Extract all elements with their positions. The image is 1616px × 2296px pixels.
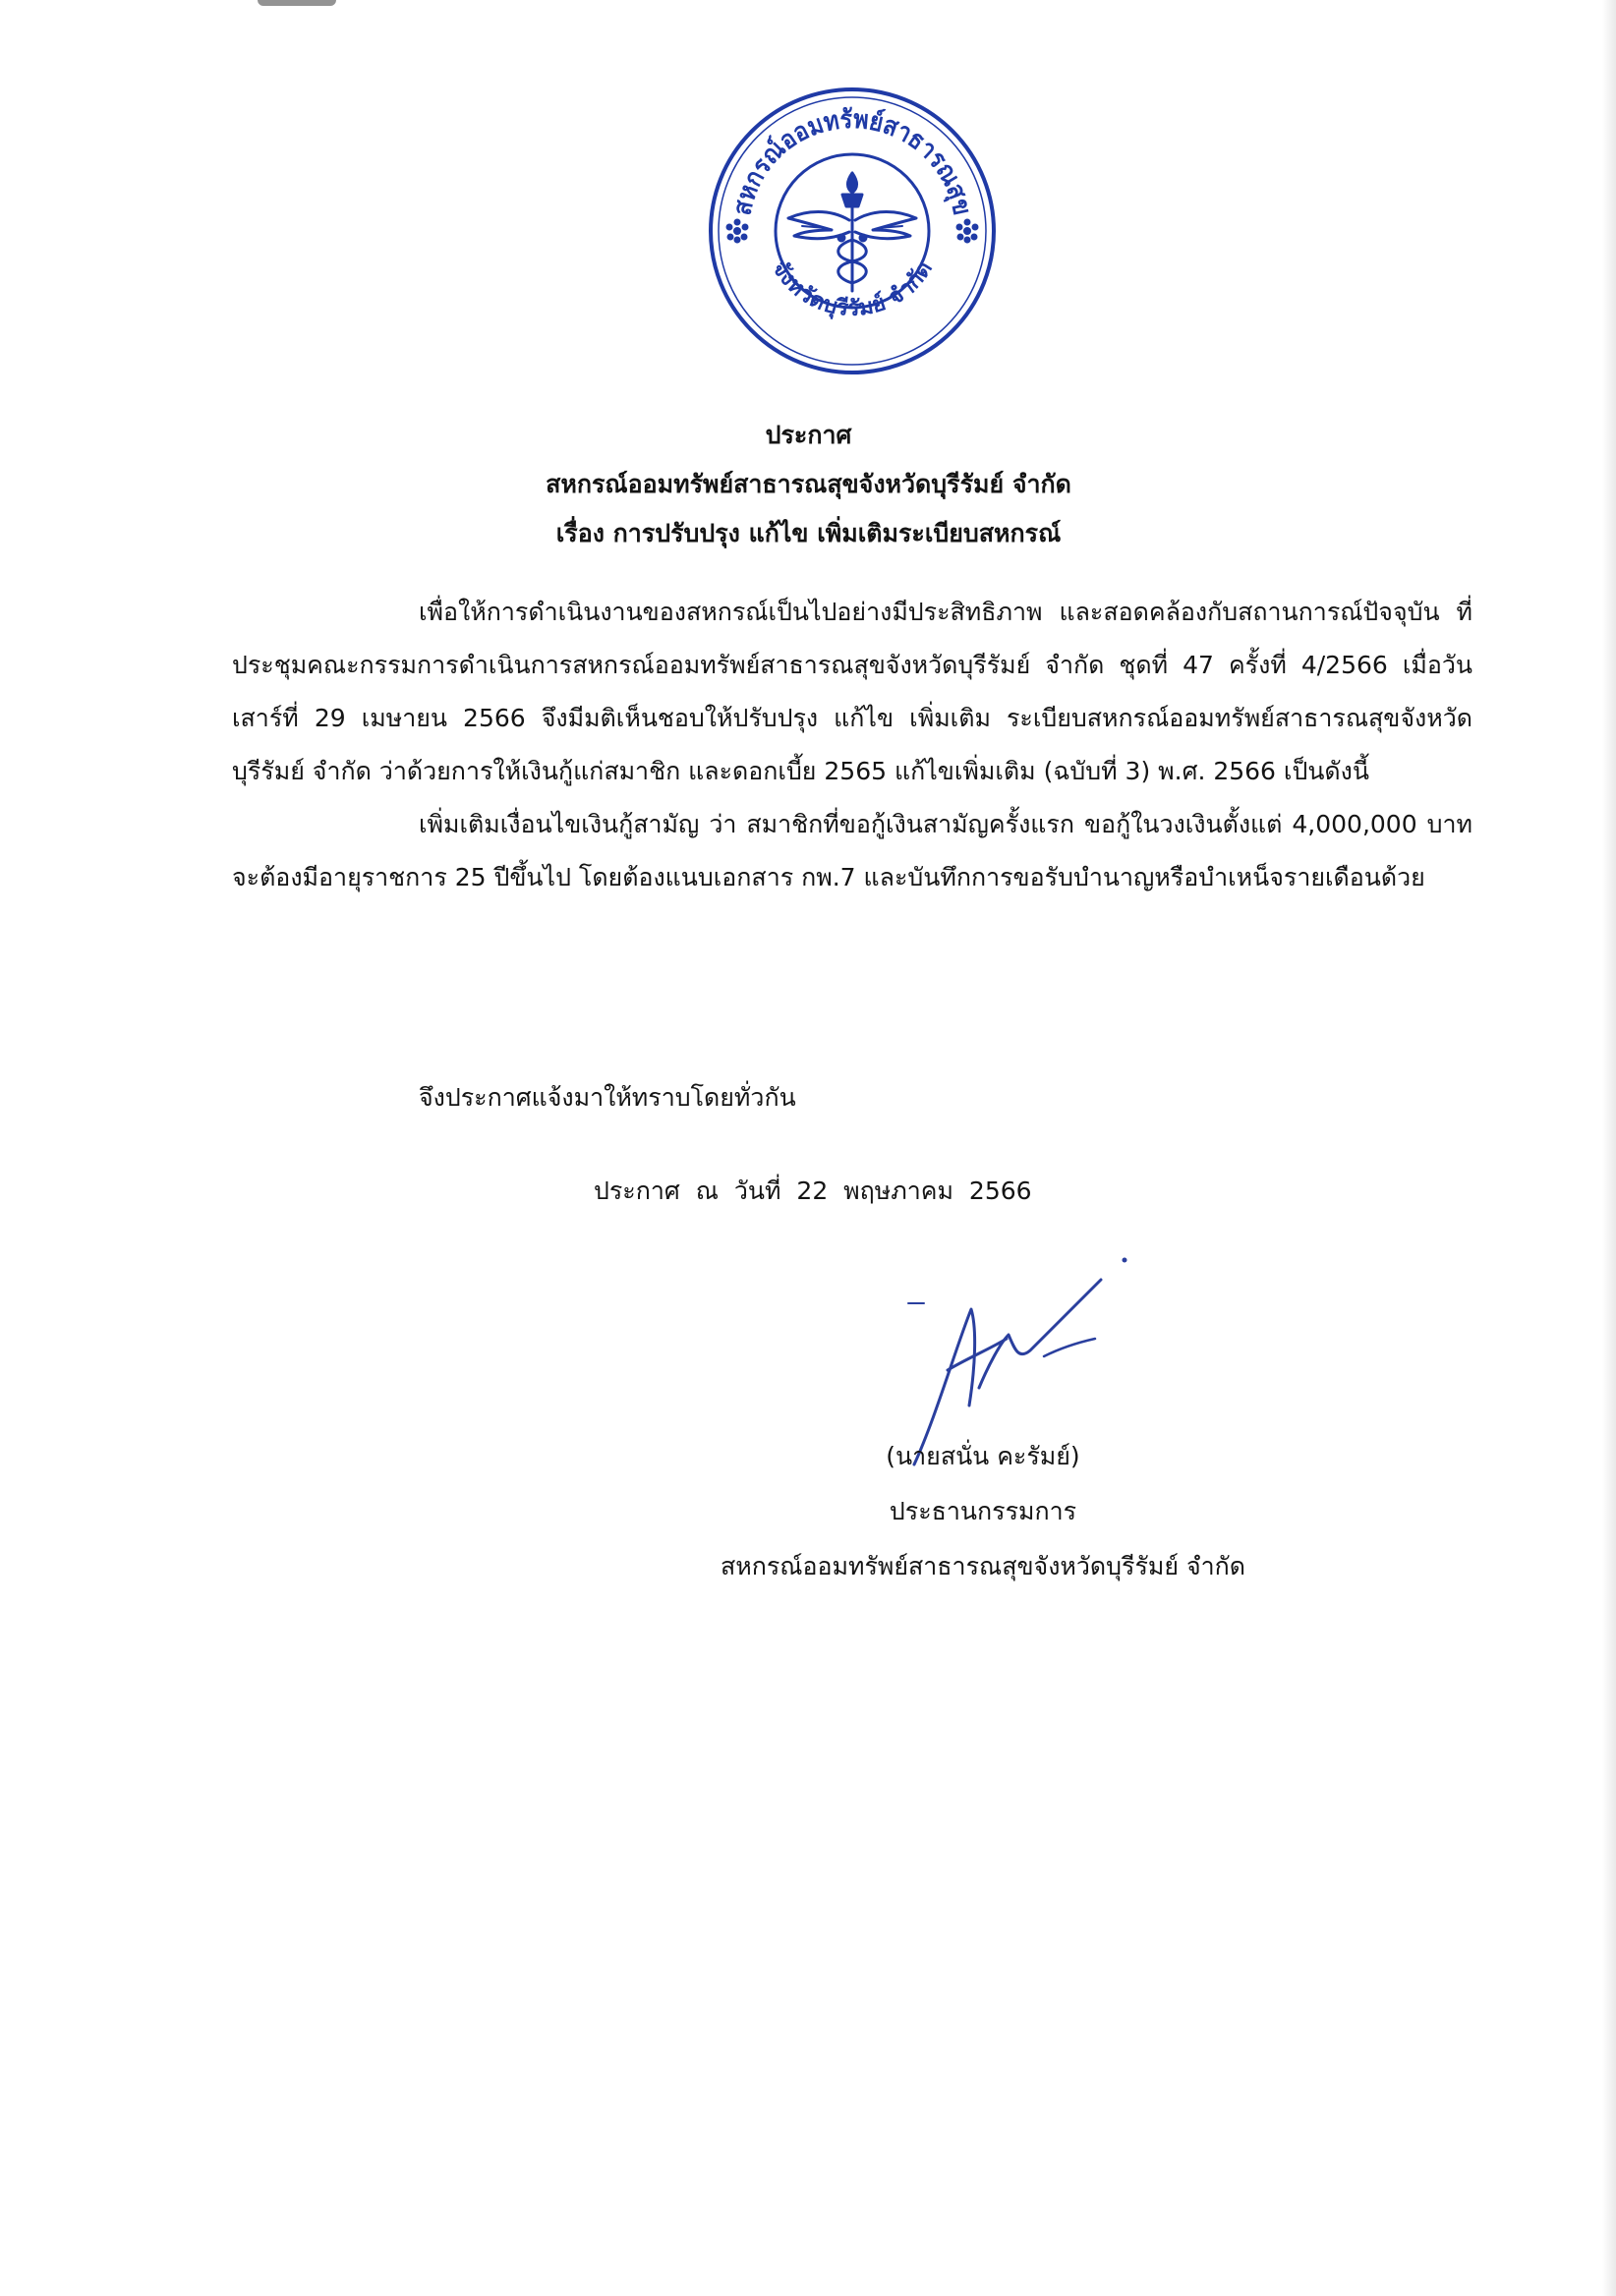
signer-name: (นายสนั่น คะรัมย์) bbox=[886, 1442, 1080, 1470]
signer-organization: สหกรณ์ออมทรัพย์สาธารณสุขจังหวัดบุรีรัมย์ จำกัด bbox=[720, 1552, 1246, 1580]
page-edge-shadow bbox=[1602, 0, 1616, 2296]
signer-position: ประธานกรรมการ bbox=[889, 1497, 1077, 1525]
seal-emblem bbox=[788, 173, 916, 291]
seal-star-left bbox=[726, 219, 749, 244]
seal-graphic bbox=[704, 83, 1001, 379]
scan-artifact bbox=[258, 0, 336, 6]
subject-line: เรื่อง การปรับปรุง แก้ไข เพิ่มเติมระเบียบสหกรณ์ bbox=[555, 519, 1062, 547]
signer-block bbox=[688, 1429, 1278, 1594]
organization-name: สหกรณ์ออมทรัพย์สาธารณสุขจังหวัดบุรีรัมย์ จำกัด bbox=[546, 470, 1071, 498]
announcement-title: ประกาศ bbox=[765, 421, 852, 449]
seal-top-lettering: สหกรณ์ออมทรัพย์สาธารณสุข bbox=[727, 104, 978, 220]
announcement-headings bbox=[197, 411, 1420, 558]
body-paragraph-2: เพิ่มเติมเงื่อนไขเงินกู้สามัญ ว่า สมาชิกที่ขอกู้เงินสามัญครั้งแรก ขอกู้ในวงเงินตั้งแต่ 4,000,000 บาท จะต้องมีอายุราชการ 25 ปีขึ้นไป โดยต้องแนบเอกสาร กพ.7 และบันทึกการขอรับบำนาญหรือบำเหน็จรายเดือนด้วย bbox=[232, 810, 1472, 891]
announcement-date: ประกาศ ณ วันที่ 22 พฤษภาคม 2566 bbox=[594, 1177, 1032, 1205]
seal-star-right bbox=[956, 219, 979, 244]
organization-seal bbox=[704, 83, 1001, 379]
closing-statement: จึงประกาศแจ้งมาให้ทราบโดยทั่วกัน bbox=[419, 1083, 796, 1112]
body-paragraph-1: เพื่อให้การดำเนินงานของสหกรณ์เป็นไปอย่างมีประสิทธิภาพ และสอดคล้องกับสถานการณ์ปัจจุบัน ที่ประชุมคณะกรรมการดำเนินการสหกรณ์ออมทรัพย์สาธารณสุขจังหวัดบุรีรัมย์ จำกัด ชุดที่ 47 ครั้งที่ 4/2566 เมื่อวันเสาร์ที่ 29 เมษายน 2566 จึงมีมติเห็นชอบให้ปรับปรุง แก้ไข เพิ่มเติม ระเบียบสหกรณ์ออมทรัพย์สาธารณสุขจังหวัดบุรีรัมย์ จำกัด ว่าด้วยการให้เงินกู้แก่สมาชิก และดอกเบี้ย 2565 แก้ไขเพิ่มเติม (ฉบับที่ 3) พ.ศ. 2566 เป็นดังนี้ bbox=[232, 598, 1472, 785]
seal-bottom-lettering: จังหวัดบุรีรัมย์ จำกัด bbox=[767, 257, 938, 321]
announcement-body bbox=[232, 586, 1472, 904]
